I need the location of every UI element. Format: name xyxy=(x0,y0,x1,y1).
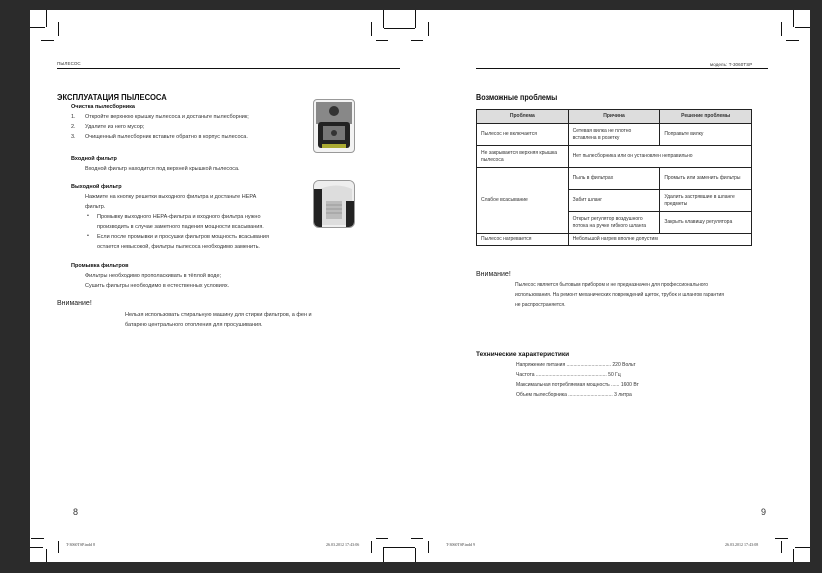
spec-row xyxy=(516,382,639,388)
spec-row xyxy=(516,372,621,378)
specs-title: Технические характеристики xyxy=(476,351,570,358)
bullet-icon: • xyxy=(87,233,89,239)
column-header: Решение проблемы xyxy=(660,110,752,124)
vacuum-top-photo xyxy=(313,99,355,153)
warning-text: не распространяется. xyxy=(515,302,566,308)
section-heading: Промывка фильтров xyxy=(71,263,129,269)
header-rule xyxy=(57,68,400,69)
crop-mark xyxy=(428,541,429,553)
step-number: 3. xyxy=(71,134,76,140)
section-heading: Выходной фильтр xyxy=(71,184,122,190)
footer-filename: T-3060TSP.indd 9 xyxy=(446,542,475,547)
warning-text: батарею центрального отопления для просушивания. xyxy=(125,322,263,328)
solution-cell: Поправьте вилку xyxy=(660,124,752,146)
vacuum-filter-photo xyxy=(313,180,355,228)
problem-cell: Пылесос не включается xyxy=(477,124,569,146)
running-header: ПЫЛЕСОС xyxy=(57,61,81,66)
warning-text: использования. На ремонт механических повреждений щеток, трубок и шлангов гарантия xyxy=(515,292,724,298)
table-row xyxy=(477,146,752,168)
crop-mark xyxy=(415,10,416,28)
section-heading: Входной фильтр xyxy=(71,156,117,162)
problem-cell: Пылесос нагревается xyxy=(477,234,569,246)
step-text: Откройте верхнюю крышку пылесоса и достаньте пылесборник; xyxy=(85,114,249,120)
crop-mark xyxy=(428,22,429,36)
cause-cell: Забит шланг xyxy=(568,190,660,212)
step-number: 1. xyxy=(71,114,76,120)
warning-text: Пылесос является бытовым прибором и не предназначен для профессионального xyxy=(515,282,709,288)
table-row xyxy=(477,168,752,190)
footer-timestamp: 26.03.2012 17:43:06 xyxy=(326,542,360,547)
problem-cell: Слабое всасывание xyxy=(477,168,569,234)
cause-cell: Небольшой нагрев вполне допустим xyxy=(568,234,751,246)
spec-value: 220 Вольт xyxy=(612,362,636,368)
step-number: 2. xyxy=(71,124,76,130)
table-header-row xyxy=(477,110,752,124)
spec-label: Максимальная потребляемая мощность ...... xyxy=(516,382,620,388)
paragraph-line: Фильтры необходимо прополаскивать в тёплой воде; xyxy=(85,273,222,279)
problem-cell: Не закрывается верхняя крышка пылесоса xyxy=(477,146,569,168)
paragraph-line: Нажмите на кнопку решетки выходного фильтра и достаньте HEPA xyxy=(85,194,257,200)
page-number: 8 xyxy=(73,507,79,517)
paragraph: Входной фильтр находится под верхней крышкой пылесоса. xyxy=(85,166,240,172)
spec-value: 1600 Вт xyxy=(620,382,639,388)
cause-cell: Нет пылесборника или он установлен неправильно xyxy=(568,146,751,168)
spec-row xyxy=(516,362,636,368)
bullet-text: остается невысокой, фильтры пылесоса необходимо заменить. xyxy=(97,244,260,250)
bullet-text: Промывку выходного HEPA-фильтра и входного фильтра нужно xyxy=(97,214,261,220)
column-header: Причина xyxy=(568,110,660,124)
page-title: Возможные проблемы xyxy=(476,93,558,102)
header-rule xyxy=(476,68,768,69)
bullet-icon: • xyxy=(87,213,89,219)
page-number: 9 xyxy=(761,507,767,517)
step-text: Очищенный пылесборник вставьте обратно в корпус пылесоса. xyxy=(85,134,248,140)
cause-cell: Пыль в фильтрах xyxy=(568,168,660,190)
footer-timestamp: 26.03.2012 17:43:08 xyxy=(725,542,759,547)
paragraph-line: фильтр. xyxy=(85,204,106,210)
spec-row xyxy=(516,392,632,398)
page-right xyxy=(440,10,810,562)
column-header: Проблема xyxy=(477,110,569,124)
footer-filename: T-3060TSP.indd 8 xyxy=(66,542,95,547)
solution-cell: Удалить застрявшие в шланге предметы xyxy=(660,190,752,212)
crop-mark xyxy=(415,548,416,562)
cause-cell: Открыт регулятор воздушного потока на ручке гибкого шланга xyxy=(568,212,660,234)
solution-cell: Промыть или заменить фильтры xyxy=(660,168,752,190)
spec-value: 3 литра xyxy=(614,392,632,398)
crop-mark xyxy=(411,40,423,41)
spec-label: Объем пылесборника ................................ xyxy=(516,392,613,398)
spec-label: Частота ................................................... xyxy=(516,372,607,378)
crop-mark xyxy=(411,538,423,539)
troubleshooting-table xyxy=(476,109,752,246)
spec-label: Напряжение питания ................................ xyxy=(516,362,611,368)
warning-title: Внимание! xyxy=(476,271,511,278)
page-title: ЭКСПЛУАТАЦИЯ ПЫЛЕСОСА xyxy=(57,92,167,102)
running-header: модель: T-3060TSP xyxy=(710,62,753,67)
cause-cell: Сетевая вилка не плотно вставлена в розетку xyxy=(568,124,660,146)
spec-value: 50 Гц xyxy=(608,372,621,378)
paragraph-line: Сушить фильтры необходимо в естественных условиях. xyxy=(85,283,230,289)
page-left xyxy=(30,10,400,562)
section-heading: Очистка пылесборника xyxy=(71,104,135,110)
bullet-text: производить в случае заметного падения мощности всасывания. xyxy=(97,224,264,230)
document-spread xyxy=(30,10,810,562)
warning-text: Нельзя использовать стиральную машину для стирки фильтров, а фен и xyxy=(125,312,312,318)
table-row xyxy=(477,124,752,146)
warning-title: Внимание! xyxy=(57,300,92,307)
bullet-text: Если после промывки и просушки фильтров мощность всасывания xyxy=(97,234,269,240)
solution-cell: Закрыть клавишу регулятора xyxy=(660,212,752,234)
step-text: Удалите из него мусор; xyxy=(85,124,145,130)
table-row xyxy=(477,234,752,246)
